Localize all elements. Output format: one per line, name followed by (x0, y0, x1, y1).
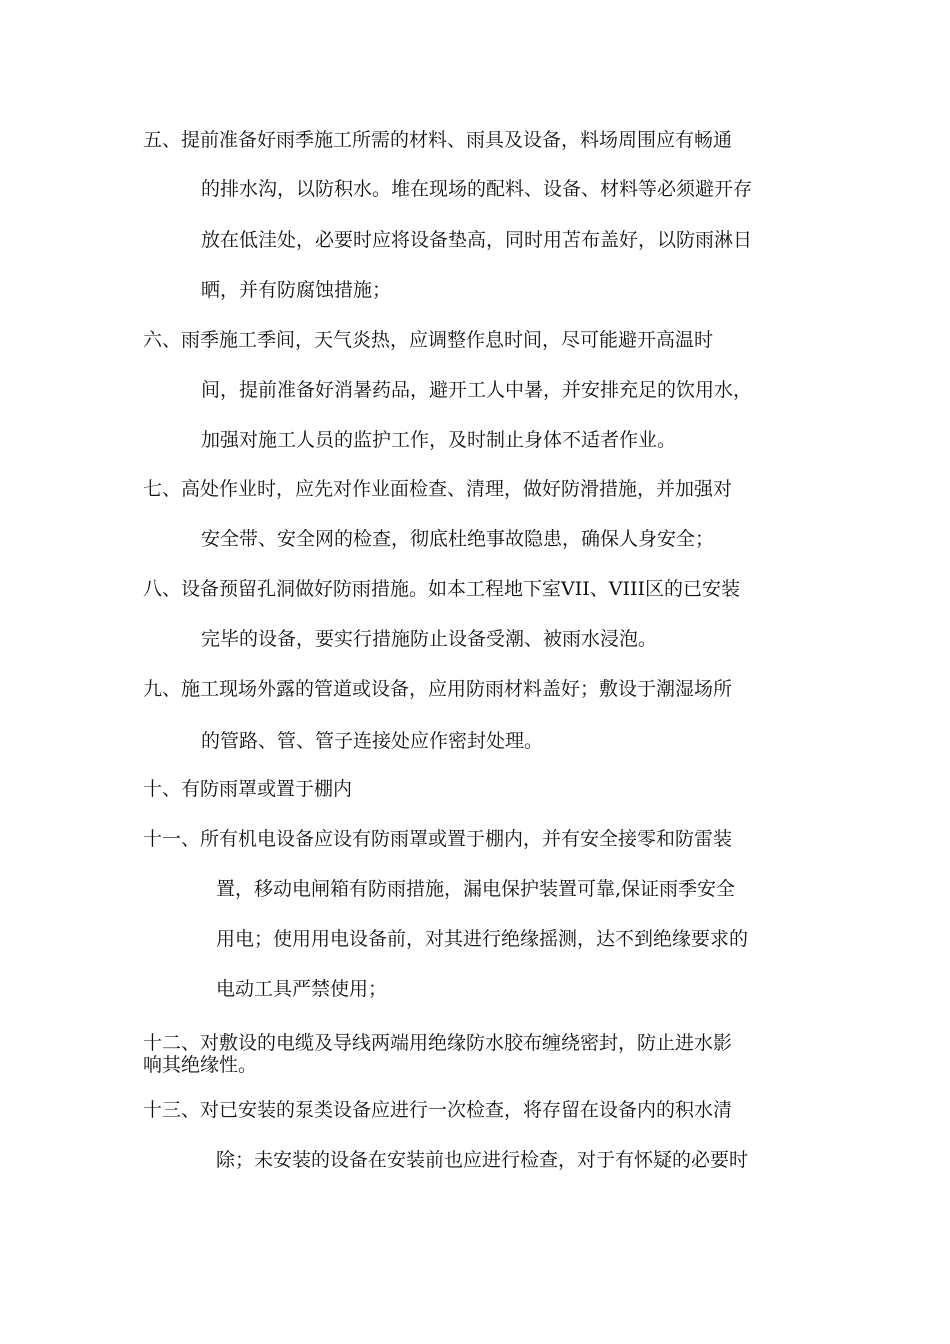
text-line: 十二、对敷设的电缆及导线两端用绝缘防水胶布缠绕密封，防止进水影 (143, 1032, 733, 1054)
text-line: 用电；使用用电设备前，对其进行绝缘摇测，达不到绝缘要求的 (216, 928, 749, 950)
text-line: 十、有防雨罩或置于棚内 (143, 778, 353, 800)
text-line: 十三、对已安装的泵类设备应进行一次检查，将存留在设备内的积水清 (143, 1099, 733, 1121)
text-line: 响其绝缘性。 (143, 1054, 258, 1076)
text-line: 置，移动电闸箱有防雨措施，漏电保护装置可靠,保证雨季安全 (216, 878, 736, 900)
text-line: 十一、所有机电设备应设有防雨罩或置于棚内，并有安全接零和防雷装 (143, 828, 733, 850)
text-line: 的管路、管、管子连接处应作密封处理。 (201, 730, 544, 752)
text-line: 放在低洼处，必要时应将设备垫高，同时用苫布盖好，以防雨淋日 (201, 229, 753, 251)
text-line: 完毕的设备，要实行措施防止设备受潮、被雨水浸泡。 (201, 628, 658, 650)
text-line: 六、雨季施工季间，天气炎热，应调整作息时间，尽可能避开高温时 (143, 329, 714, 351)
text-line: 五、提前准备好雨季施工所需的材料、雨具及设备，料场周围应有畅通 (143, 129, 733, 151)
text-line: 八、设备预留孔洞做好防雨措施。如本工程地下室VII、VIII区的已安装 (143, 578, 740, 600)
text-line: 的排水沟，以防积水。堆在现场的配料、设备、材料等必须避开存 (201, 178, 753, 200)
text-line: 电动工具严禁使用； (216, 978, 388, 1000)
text-line: 七、高处作业时，应先对作业面检查、清理，做好防滑措施，并加强对 (143, 478, 733, 500)
text-line: 晒，并有防腐蚀措施； (201, 279, 392, 301)
text-line: 间，提前准备好消暑药品，避开工人中暑，并安排充足的饮用水， (201, 379, 753, 401)
text-line: 九、施工现场外露的管道或设备，应用防雨材料盖好；敷设于潮湿场所 (143, 678, 733, 700)
text-line: 加强对施工人员的监护工作，及时制止身体不适者作业。 (201, 429, 677, 451)
text-line: 安全带、安全网的检查，彻底杜绝事故隐患，确保人身安全； (201, 528, 715, 550)
text-line: 除；未安装的设备在安装前也应进行检查，对于有怀疑的必要时 (216, 1149, 749, 1171)
